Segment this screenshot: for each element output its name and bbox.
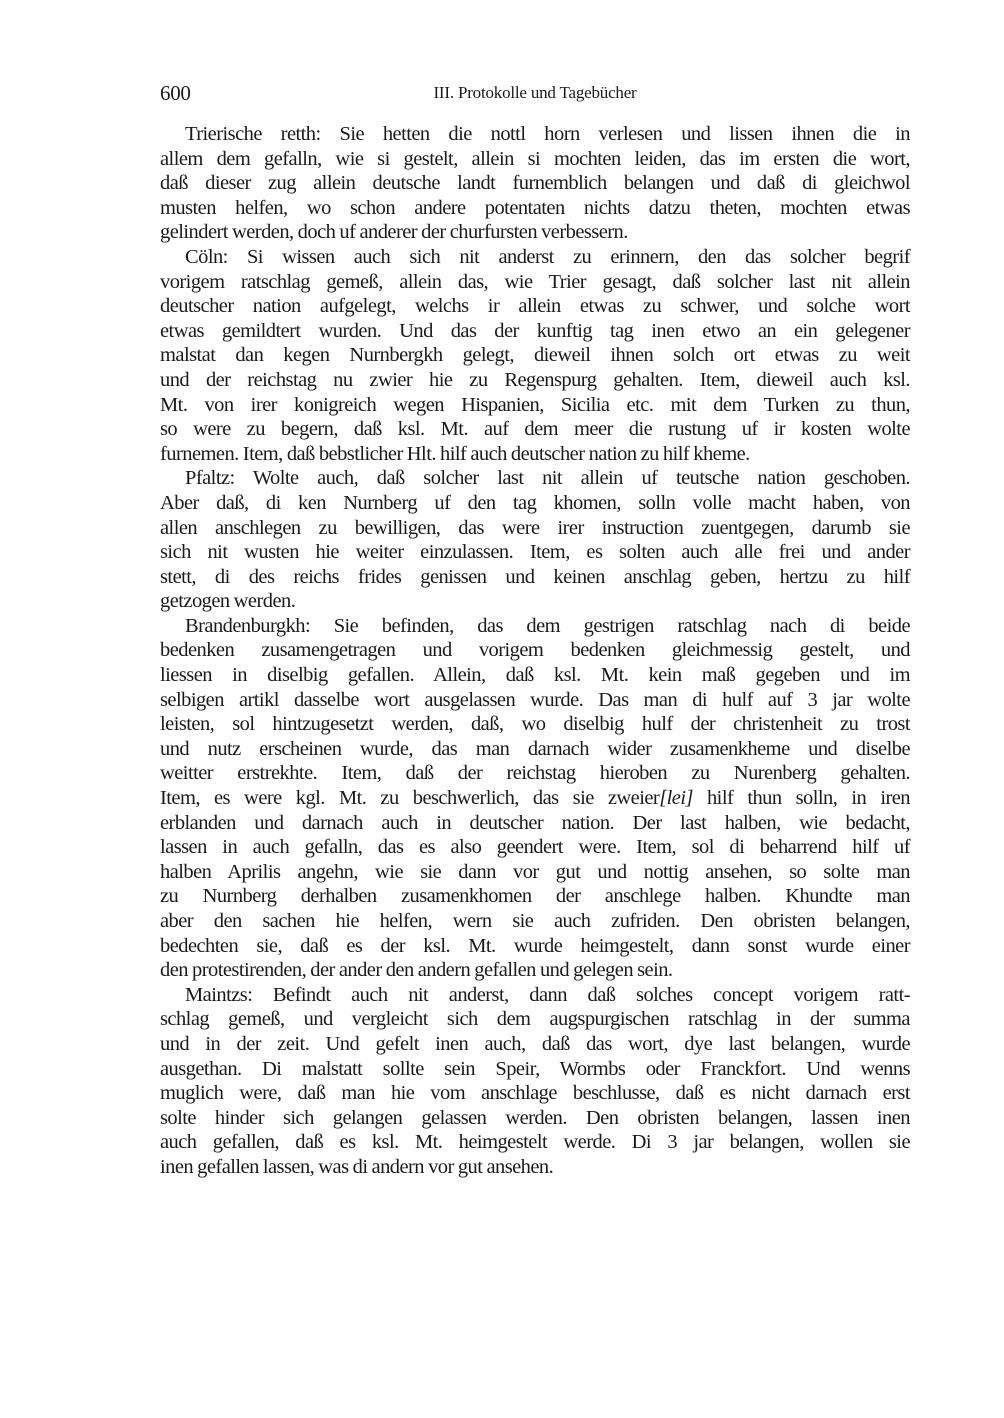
text-line: aber den sachen hie helfen, wern sie auch zufriden. Den obristen belangen,	[160, 910, 910, 932]
text-line: musten helfen, wo schon andere potentaten nichts datzu theten, mochten etwas	[160, 196, 910, 219]
text-line: auch gefallen, daß es ksl. Mt. heimgestelt werde. Di 3 jar belangen, wollen sie	[160, 1131, 910, 1154]
text-line: Pfaltz: Wolte auch, daß solcher last nit allein uf teutsche nation geschoben.	[185, 467, 910, 490]
paragraph-trierische-retth	[160, 122, 910, 245]
text-line: furnemen. Item, daß bebstlicher Hlt. hilf auch deutscher nation zu hilf kheme.	[160, 442, 750, 465]
text-line: und nutz erscheinen wurde, das man darnach wider zusamenkheme und diselbe	[160, 737, 910, 760]
text-line: so were zu begern, daß ksl. Mt. auf dem meer die rustung uf ir kosten wolte	[160, 418, 910, 441]
text-line: leisten, sol hintzugesetzt werden, daß, wo diselbig hulf der christenheit zu trost	[160, 713, 910, 736]
text-line: getzogen werden.	[160, 590, 296, 613]
text-line: Maintzs: Befindt auch nit anderst, dann daß solches concept vorigem ratt-	[185, 983, 910, 1006]
section-title: III. Protokolle und Tagebücher	[433, 83, 637, 102]
text-line: den protestirenden, der ander den andern gefallen und gelegen sein.	[160, 959, 673, 982]
text-line: Aber daß, di ken Nurnberg uf den tag khomen, solln volle macht haben, von	[160, 491, 910, 514]
text-line: Cöln: Si wissen auch sich nit anderst zu erinnern, den das solcher begrif	[185, 245, 910, 268]
text-line: sich nit wusten hie weiter einzulassen. Item, es solten auch alle frei und ander	[160, 541, 910, 564]
text-line: und der reichstag nu zwier hie zu Regenspurg gehalten. Item, dieweil auch ksl.	[160, 368, 910, 391]
text-line: gelindert werden, doch uf anderer der churfursten verbessern.	[160, 221, 628, 244]
text-line: bedenken zusamengetragen und vorigem bedenken gleichmessig gestelt, und	[160, 639, 910, 662]
running-head	[160, 80, 910, 106]
text-line: zu Nurnberg derhalben zusamenkhomen der anschlege halben. Khundte man	[160, 885, 910, 908]
text-line: erblanden und darnach auch in deutscher nation. Der last halben, wie bedacht,	[160, 811, 910, 834]
text-line: inen gefallen lassen, was di andern vor gut ansehen.	[160, 1155, 554, 1178]
text-line: halben Aprilis angehn, wie sie dann vor gut und nottig ansehen, so solte man	[160, 860, 910, 883]
text-line: Brandenburgkh: Sie befinden, das dem gestrigen ratschlag nach di beide	[185, 614, 910, 637]
text-line: malstat dan kegen Nurnbergkh gelegt, dieweil ihnen solch ort etwas zu weit	[160, 344, 910, 367]
paragraph-pfaltz	[160, 466, 910, 614]
text-line: weitter erstrekhte. Item, daß der reichstag hieroben zu Nurenberg gehalten.	[160, 762, 910, 785]
text-line: stett, di des reichs frides genissen und keinen anschlag geben, hertzu zu hilf	[160, 565, 910, 588]
text-line: deutscher nation aufgelegt, welchs ir allein etwas zu schwer, und solche wort	[160, 295, 910, 318]
text-line: selbigen artikl dasselbe wort ausgelassen wurde. Das man di hulf auf 3 jar wolte	[160, 688, 910, 711]
text-line: schlag gemeß, und vergleicht sich dem augspurgischen ratschlag in der summa	[160, 1008, 910, 1031]
text-line: muglich were, daß man hie vom anschlage beschlusse, daß es nicht darnach erst	[160, 1082, 910, 1105]
page-number: 600	[160, 81, 191, 105]
paragraph-maintzs	[160, 983, 910, 1180]
paragraph-coeln	[160, 245, 910, 466]
body-text	[160, 122, 910, 1180]
text-line: etwas gemildtert wurden. Und das der kunftig tag inen etwo an ein gelegener	[160, 319, 910, 342]
text-segment: Item, es were kgl. Mt. zu beschwerlich, das sie zweier	[160, 787, 660, 810]
text-line-with-emendation	[160, 786, 910, 811]
text-line: allem dem gefalln, wie si gestelt, allein si mochten leiden, das im ersten die wort,	[160, 147, 910, 170]
text-line: Mt. von irer konigreich wegen Hispanien, Sicilia etc. mit dem Turken zu thun,	[160, 393, 910, 416]
text-line: Trierische retth: Sie hetten die nottl horn verlesen und lissen ihnen die in	[185, 123, 910, 145]
text-line: ausgethan. Di malstatt sollte sein Speir, Wormbs oder Franckfort. Und wenns	[160, 1057, 910, 1080]
text-line: allen anschlegen zu bewilligen, das were irer instruction zuentgegen, darumb sie	[160, 516, 910, 539]
text-line: liessen in diselbig gefallen. Allein, daß ksl. Mt. kein maß gegeben und im	[160, 664, 910, 687]
text-line: daß dieser zug allein deutsche landt furnemblich belangen und daß di gleichwol	[160, 172, 910, 195]
text-line: solte hinder sich gelangen gelassen werden. Den obristen belangen, lassen inen	[160, 1106, 910, 1129]
text-line: und in der zeit. Und gefelt inen auch, daß das wort, dye last belangen, wurde	[160, 1032, 910, 1055]
text-segment: hilf thun solln, in iren	[692, 787, 910, 810]
text-line: bedechten sie, daß es der ksl. Mt. wurde heimgestelt, dann sonst wurde einer	[160, 934, 910, 957]
editorial-emendation: [lei]	[659, 787, 693, 810]
text-line: lassen in auch gefalln, das es also geendert were. Item, sol di beharrend hilf uf	[160, 836, 910, 859]
text-line: vorigem ratschlag gemeß, allein das, wie Trier gesagt, daß solcher last nit allein	[160, 270, 910, 293]
paragraph-brandenburgkh	[160, 614, 910, 983]
